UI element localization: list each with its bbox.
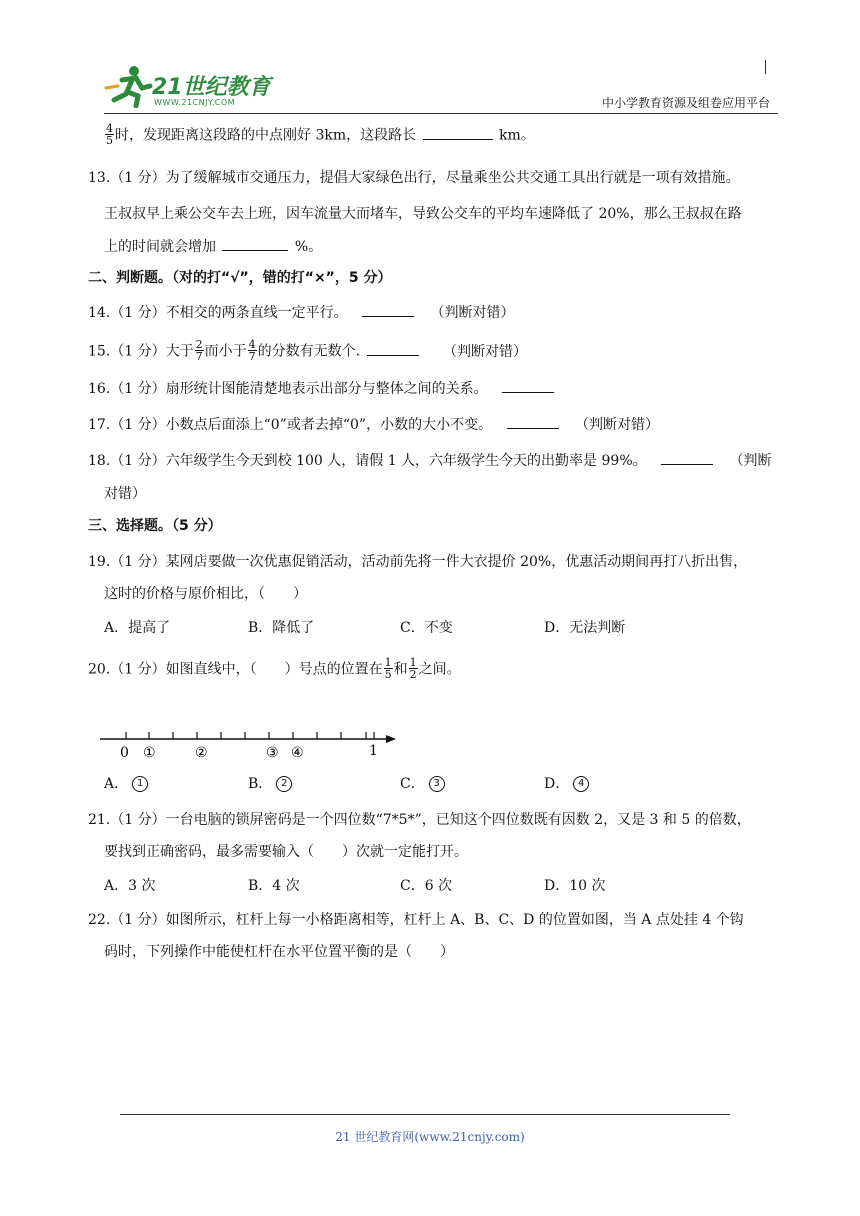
question-16: 16.（1 分）扇形统计图能清楚地表示出部分与整体之间的关系。: [88, 378, 556, 399]
mark-1: ①: [143, 745, 156, 761]
question-18-line1: 18.（1 分）六年级学生今天到校 100 人，请假 1 人，六年级学生今天的出勤率是 99%。 （判断: [88, 450, 772, 471]
platform-name: 中小学教育资源及组卷应用平台: [601, 96, 770, 110]
answer-blank[interactable]: [367, 341, 419, 356]
question-13-line1: 13.（1 分）为了缓解城市交通压力，提倡大家绿色出行，尽量乘坐公共交通工具出行就是一项有效措施。: [88, 170, 740, 186]
question-20: 20.（1 分）如图直线中，（ ）号点的位置在 $\frac{1}{5}$ 和 $\frac{1}{2}$ 之间。: [88, 656, 461, 681]
option-b[interactable]: B．降低了: [248, 620, 315, 636]
option-c[interactable]: C．不变: [400, 620, 453, 636]
question-21-line1: 21.（1 分）一台电脑的锁屏密码是一个四位数“7*5*”，已知这个四位数既有因数 2，又是 3 和 5 的倍数，: [88, 812, 751, 828]
fraction: $\frac{1}{5}$: [384, 656, 392, 681]
mark-2: ②: [195, 745, 208, 761]
option-a[interactable]: A． 1: [104, 774, 148, 794]
one-label: 1: [369, 743, 378, 759]
question-22-line1: 22.（1 分）如图所示，杠杆上每一小格距离相等，杠杆上 A、B、C、D 的位置如图，当 A 点处挂 4 个钩: [88, 912, 744, 928]
option-d[interactable]: D．无法判断: [544, 620, 626, 636]
question-14: 14.（1 分）不相交的两条直线一定平行。 （判断对错）: [88, 302, 515, 323]
option-b[interactable]: B．4 次: [248, 878, 300, 894]
runner-icon: [104, 64, 154, 108]
answer-blank[interactable]: [362, 302, 414, 317]
header-tick: [765, 60, 766, 74]
option-c[interactable]: C．6 次: [400, 878, 453, 894]
fraction: $\frac{1}{2}$: [409, 656, 417, 681]
zero-label: 0: [120, 745, 129, 761]
logo-subtext: WWW.21CNJY.COM: [154, 98, 236, 107]
answer-blank[interactable]: [222, 236, 288, 251]
question-22-line2: 码时，下列操作中能使杠杆在水平位置平衡的是（ ）: [104, 944, 454, 960]
option-a[interactable]: A．3 次: [104, 878, 156, 894]
option-d[interactable]: D．10 次: [544, 878, 606, 894]
answer-blank[interactable]: [423, 125, 493, 140]
footer-rule: [120, 1114, 730, 1115]
fraction: $\frac{4}{7}$: [248, 338, 256, 363]
question-18-line2: 对错）: [104, 486, 146, 502]
question-17: 17.（1 分）小数点后面添上“0”或者去掉“0”，小数的大小不变。 （判断对错）: [88, 414, 659, 435]
section-2-title: 二、判断题。（对的打“√”，错的打“×”，5 分）: [88, 270, 392, 286]
fraction: $\frac{4}{5}$: [106, 122, 113, 147]
answer-blank[interactable]: [502, 378, 554, 393]
option-b[interactable]: B． 2: [248, 774, 292, 794]
question-13-line3: 上的时间就会增加 %。: [104, 236, 322, 257]
question-19-line1: 19.（1 分）某网店要做一次优惠促销活动，活动前先将一件大衣提价 20%，优惠活动期间再打八折出售，: [88, 554, 748, 570]
question-19-line2: 这时的价格与原价相比，（ ）: [104, 586, 307, 602]
option-c[interactable]: C． 3: [400, 774, 445, 794]
footer-text[interactable]: 21 世纪教育网(www.21cnjy.com): [335, 1130, 525, 1144]
prev-question-tail: $\frac{4}{5}$ 时，发现距离这段路的中点刚好 3km，这段路长 km。: [106, 122, 535, 147]
question-13-line2: 王叔叔早上乘公交车去上班，因车流量大而堵车，导致公交车的平均车速降低了 20%，那么王叔叔在路: [104, 206, 742, 222]
option-d[interactable]: D． 4: [544, 774, 589, 794]
mark-3: ③: [266, 745, 279, 761]
logo: [104, 64, 279, 110]
question-15: 15.（1 分）大于 $\frac{2}{7}$ 而小于 $\frac{4}{7}$ 的分数有无数个. （判断对错）: [88, 338, 527, 363]
answer-blank[interactable]: [507, 414, 559, 429]
question-21-line2: 要找到正确密码，最多需要输入（ ）次就一定能打开。: [104, 844, 468, 860]
number-line: [98, 724, 408, 764]
header-rule: [104, 113, 778, 114]
answer-blank[interactable]: [661, 450, 713, 465]
fraction: $\frac{2}{7}$: [195, 338, 203, 363]
option-a[interactable]: A．提高了: [104, 620, 171, 636]
section-3-title: 三、选择题。（5 分）: [88, 518, 222, 534]
mark-4: ④: [291, 745, 304, 761]
logo-text: 21世纪教育: [152, 75, 271, 100]
